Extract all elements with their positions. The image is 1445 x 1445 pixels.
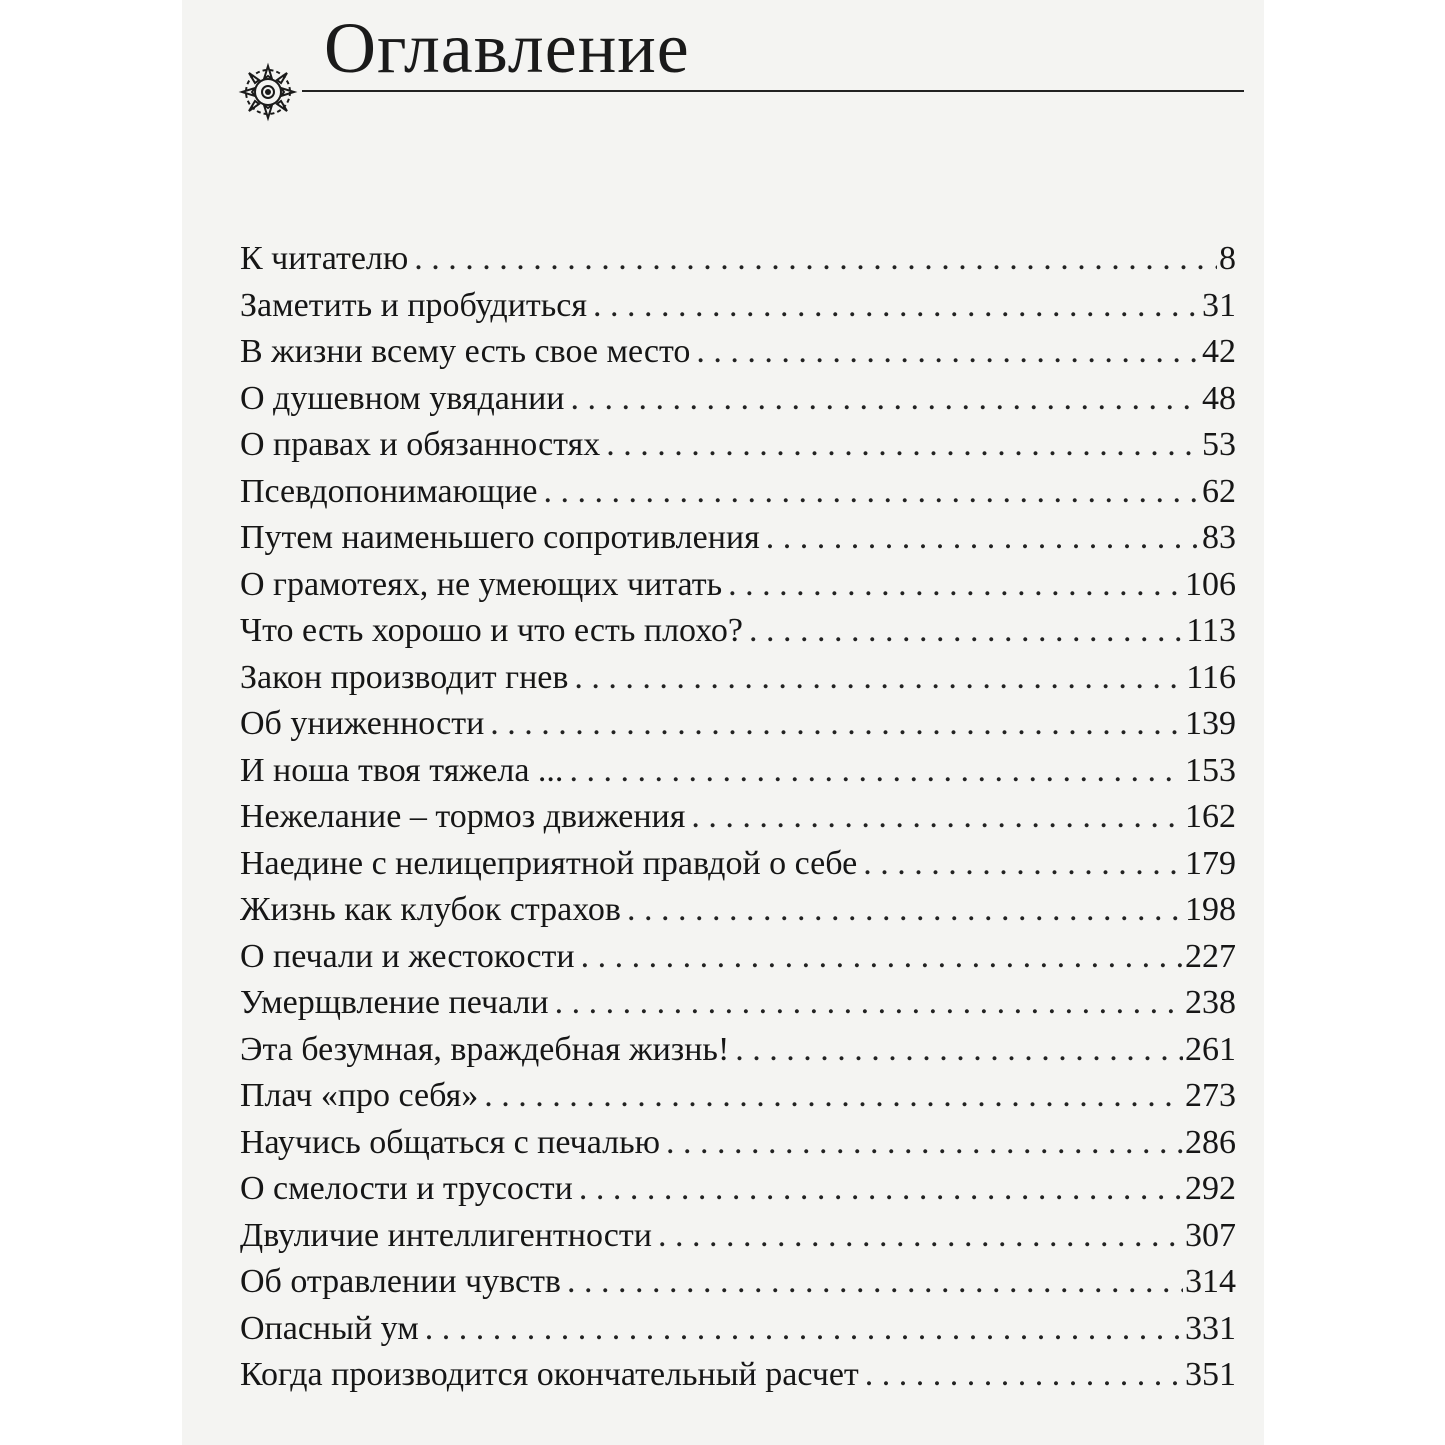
- toc-entry-title: О грамотеях, не умеющих читать: [240, 565, 723, 603]
- toc-entry-title: Заметить и пробудиться: [240, 286, 587, 324]
- toc-entry-page-number: 62: [1202, 472, 1236, 510]
- toc-entry-page-number: 351: [1185, 1356, 1236, 1393]
- dot-leader: [490, 701, 1183, 748]
- toc-entry-title: Двуличие интеллигентности: [240, 1216, 652, 1254]
- toc-entry-title: К читателю: [240, 240, 409, 277]
- toc-entry-page-number: 139: [1185, 705, 1236, 742]
- toc-entry-page-number: 162: [1185, 798, 1236, 835]
- toc-entry-page-number: 53: [1202, 426, 1236, 463]
- toc-entry-title: Опасный ум: [240, 1309, 419, 1347]
- toc-entry-title: Умерщвление печали: [240, 984, 549, 1021]
- dot-leader: [735, 1027, 1183, 1074]
- toc-entry: [240, 376, 1236, 423]
- toc-entry-title: О душевном увядании: [240, 379, 565, 417]
- toc-entry: [240, 1166, 1236, 1213]
- dot-leader: [696, 329, 1200, 376]
- toc-entry-page-number: 331: [1185, 1309, 1236, 1347]
- dot-leader: [484, 1073, 1183, 1120]
- dot-leader: [606, 422, 1200, 469]
- toc-entry-title: Нежелание – тормоз движения: [240, 798, 686, 835]
- dot-leader: [691, 794, 1183, 841]
- toc-entry-page-number: 238: [1185, 984, 1236, 1021]
- toc-entry-page-number: 273: [1185, 1077, 1236, 1114]
- toc-entry-title: Закон производит гнев: [240, 658, 569, 696]
- toc-entry: [240, 748, 1236, 795]
- toc-entry: [240, 980, 1236, 1027]
- table-of-contents: [240, 236, 1236, 1399]
- dot-leader: [749, 608, 1184, 655]
- toc-entry: [240, 1027, 1236, 1074]
- toc-entry: [240, 655, 1236, 702]
- toc-entry-page-number: 106: [1185, 565, 1236, 603]
- toc-entry: [240, 422, 1236, 469]
- dot-leader: [569, 748, 1183, 795]
- toc-entry: [240, 469, 1236, 516]
- toc-entry: [240, 1120, 1236, 1167]
- dot-leader: [581, 934, 1183, 981]
- heading-rule: [302, 90, 1244, 92]
- toc-entry-page-number: 83: [1202, 519, 1236, 556]
- dot-leader: [593, 283, 1200, 330]
- toc-entry-title: О правах и обязанностях: [240, 426, 601, 463]
- toc-entry: [240, 562, 1236, 609]
- toc-entry: [240, 841, 1236, 888]
- toc-entry-page-number: 286: [1185, 1123, 1236, 1161]
- toc-entry-page-number: 227: [1185, 937, 1236, 975]
- toc-entry-page-number: 292: [1185, 1170, 1236, 1207]
- toc-entry-title: Наедине с нелицеприятной правдой о себе: [240, 844, 858, 882]
- toc-entry-page-number: 31: [1202, 286, 1236, 324]
- toc-entry: [240, 701, 1236, 748]
- dot-leader: [543, 469, 1200, 516]
- dot-leader: [570, 376, 1200, 423]
- toc-entry-page-number: 179: [1185, 844, 1236, 882]
- toc-entry-page-number: 261: [1185, 1030, 1236, 1068]
- toc-entry: [240, 1073, 1236, 1120]
- toc-entry: [240, 283, 1236, 330]
- dot-leader: [666, 1120, 1183, 1167]
- page-title: Оглавление: [324, 8, 690, 88]
- dot-leader: [555, 980, 1183, 1027]
- toc-entry-title: Псевдопонимающие: [240, 472, 538, 510]
- dot-leader: [574, 655, 1184, 702]
- toc-entry-page-number: 8: [1219, 240, 1236, 277]
- dot-leader: [728, 562, 1183, 609]
- toc-entry-title: Путем наименьшего сопротивления: [240, 519, 760, 556]
- toc-entry: [240, 1213, 1236, 1260]
- toc-entry-page-number: 116: [1186, 658, 1236, 696]
- toc-entry-page-number: 314: [1185, 1263, 1236, 1300]
- toc-entry: [240, 1259, 1236, 1306]
- rosette-ornament-icon: [238, 62, 298, 122]
- toc-entry-title: О смелости и трусости: [240, 1170, 573, 1207]
- dot-leader: [627, 887, 1183, 934]
- toc-entry-title: Об униженности: [240, 705, 485, 742]
- dot-leader: [579, 1166, 1183, 1213]
- toc-entry: [240, 1352, 1236, 1399]
- toc-entry-page-number: 48: [1202, 379, 1236, 417]
- toc-entry: [240, 887, 1236, 934]
- dot-leader: [658, 1213, 1183, 1260]
- toc-entry-page-number: 113: [1186, 612, 1236, 649]
- toc-entry-page-number: 198: [1185, 891, 1236, 928]
- toc-entry-title: В жизни всему есть свое место: [240, 333, 691, 370]
- toc-entry: [240, 236, 1236, 283]
- book-page: [182, 0, 1264, 1445]
- dot-leader: [766, 515, 1200, 562]
- dot-leader: [865, 1352, 1183, 1399]
- dot-leader: [425, 1306, 1183, 1353]
- toc-entry-page-number: 307: [1185, 1216, 1236, 1254]
- toc-entry-title: О печали и жестокости: [240, 937, 575, 975]
- toc-entry-title: Что есть хорошо и что есть плохо?: [240, 612, 743, 649]
- toc-entry: [240, 794, 1236, 841]
- toc-entry: [240, 329, 1236, 376]
- toc-entry-title: Эта безумная, враждебная жизнь!: [240, 1030, 730, 1068]
- dot-leader: [863, 841, 1183, 888]
- toc-entry: [240, 515, 1236, 562]
- toc-entry-title: Научись общаться с печалью: [240, 1123, 660, 1161]
- toc-entry-title: Жизнь как клубок страхов: [240, 891, 621, 928]
- dot-leader: [567, 1259, 1183, 1306]
- toc-entry-page-number: 153: [1185, 751, 1236, 789]
- dot-leader: [414, 236, 1217, 283]
- toc-entry-title: И ноша твоя тяжела ...: [240, 751, 564, 789]
- toc-entry: [240, 608, 1236, 655]
- toc-entry-title: Об отравлении чувств: [240, 1263, 561, 1300]
- toc-entry: [240, 1306, 1236, 1353]
- toc-entry-page-number: 42: [1202, 333, 1236, 370]
- toc-entry-title: Плач «про себя»: [240, 1077, 479, 1114]
- toc-entry-title: Когда производится окончательный расчет: [240, 1356, 859, 1393]
- toc-entry: [240, 934, 1236, 981]
